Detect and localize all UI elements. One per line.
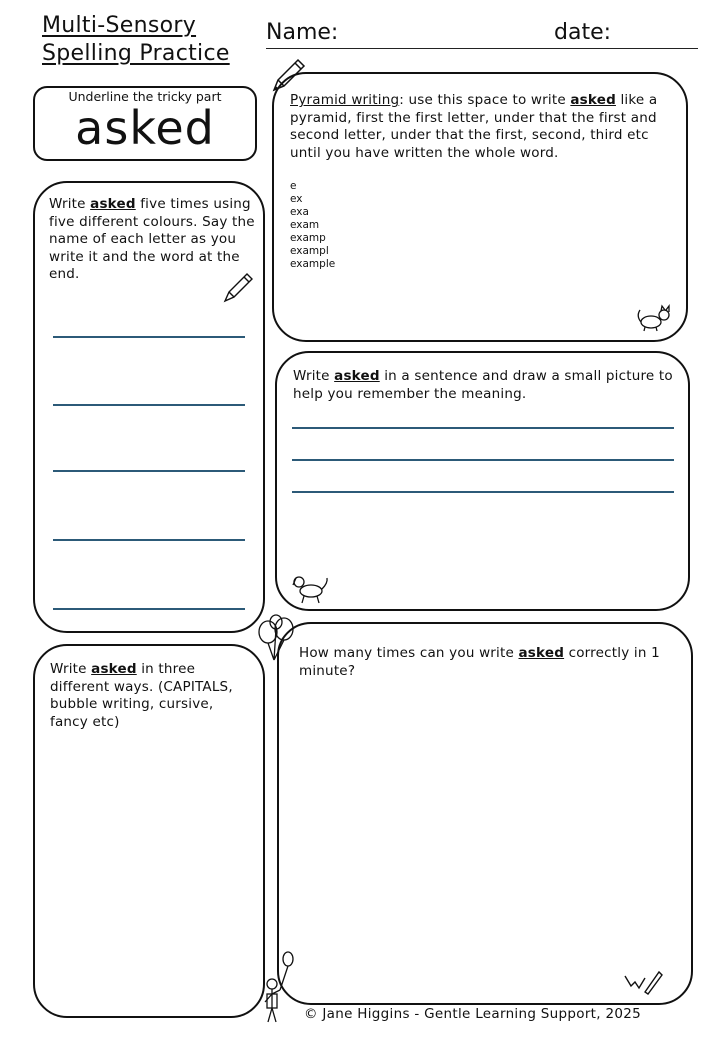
pyramid-line: ex (290, 193, 303, 205)
pyramid-example (290, 180, 335, 271)
sentence-box (275, 351, 690, 611)
sentence-instructions (293, 368, 678, 403)
writing-line[interactable] (53, 539, 245, 541)
spelling-word: asked (75, 101, 215, 155)
word-hint: Underline the tricky part (68, 89, 222, 104)
pyramid-line: exam (290, 219, 320, 231)
name-date-row (266, 18, 698, 49)
pyramid-box (272, 72, 688, 342)
title-line-2: Spelling Practice (42, 41, 230, 66)
date-label: date: (554, 20, 612, 45)
keyword: asked (90, 196, 136, 212)
pencil-icon (221, 269, 257, 305)
pen-tick-icon (623, 964, 663, 994)
colours-text-a: Write (49, 196, 91, 212)
pyramid-line: exa (290, 206, 309, 218)
ways-instructions (50, 661, 254, 731)
keyword: asked (334, 368, 380, 384)
pyramid-instructions (290, 92, 676, 162)
minute-text-a: How many times can you write (299, 645, 519, 661)
page-title (42, 12, 230, 68)
pyramid-heading: Pyramid writing (290, 92, 400, 108)
cat-icon (636, 302, 674, 332)
writing-line[interactable] (53, 404, 245, 406)
ways-box (33, 644, 265, 1018)
sentence-text-a: Write (293, 368, 335, 384)
word-box (33, 86, 257, 161)
writing-line[interactable] (53, 608, 245, 610)
keyword: asked (91, 661, 137, 677)
colours-text-b: five times using five different colours. Say the name of each letter as you write it and the word at the end. (49, 196, 255, 282)
ways-text-a: Write (50, 661, 92, 677)
sentence-text-b: in a sentence and draw a small picture to help you remember the meaning. (293, 368, 673, 402)
pyramid-line: examp (290, 232, 326, 244)
colours-box (33, 181, 265, 633)
writing-line[interactable] (292, 459, 674, 461)
name-label: Name: (266, 20, 339, 45)
writing-line[interactable] (53, 336, 245, 338)
pyramid-line: example (290, 258, 336, 270)
pyramid-line: exampl (290, 245, 329, 257)
dog-icon (291, 573, 331, 605)
minute-box (277, 622, 693, 1005)
writing-line[interactable] (292, 427, 674, 429)
minute-instructions (299, 645, 679, 680)
stick-figure-icon (258, 950, 298, 1024)
ways-text-b: in three different ways. (CAPITALS, bubble writing, cursive, fancy etc) (50, 661, 233, 730)
minute-text-b: correctly in 1 minute? (299, 645, 660, 679)
pyramid-text-a: : use this space to write (399, 92, 571, 108)
keyword: asked (570, 92, 616, 108)
pyramid-text-b: like a pyramid, first the first letter, under that the first and second letter, under that the first, second, third etc until you have written the whole word. (290, 92, 658, 161)
writing-line[interactable] (292, 491, 674, 493)
title-line-1: Multi-Sensory (42, 13, 197, 38)
keyword: asked (518, 645, 565, 661)
pyramid-line: e (290, 180, 297, 192)
footer-copyright: © Jane Higgins - Gentle Learning Support, 2025 (304, 1006, 642, 1022)
writing-line[interactable] (53, 470, 245, 472)
